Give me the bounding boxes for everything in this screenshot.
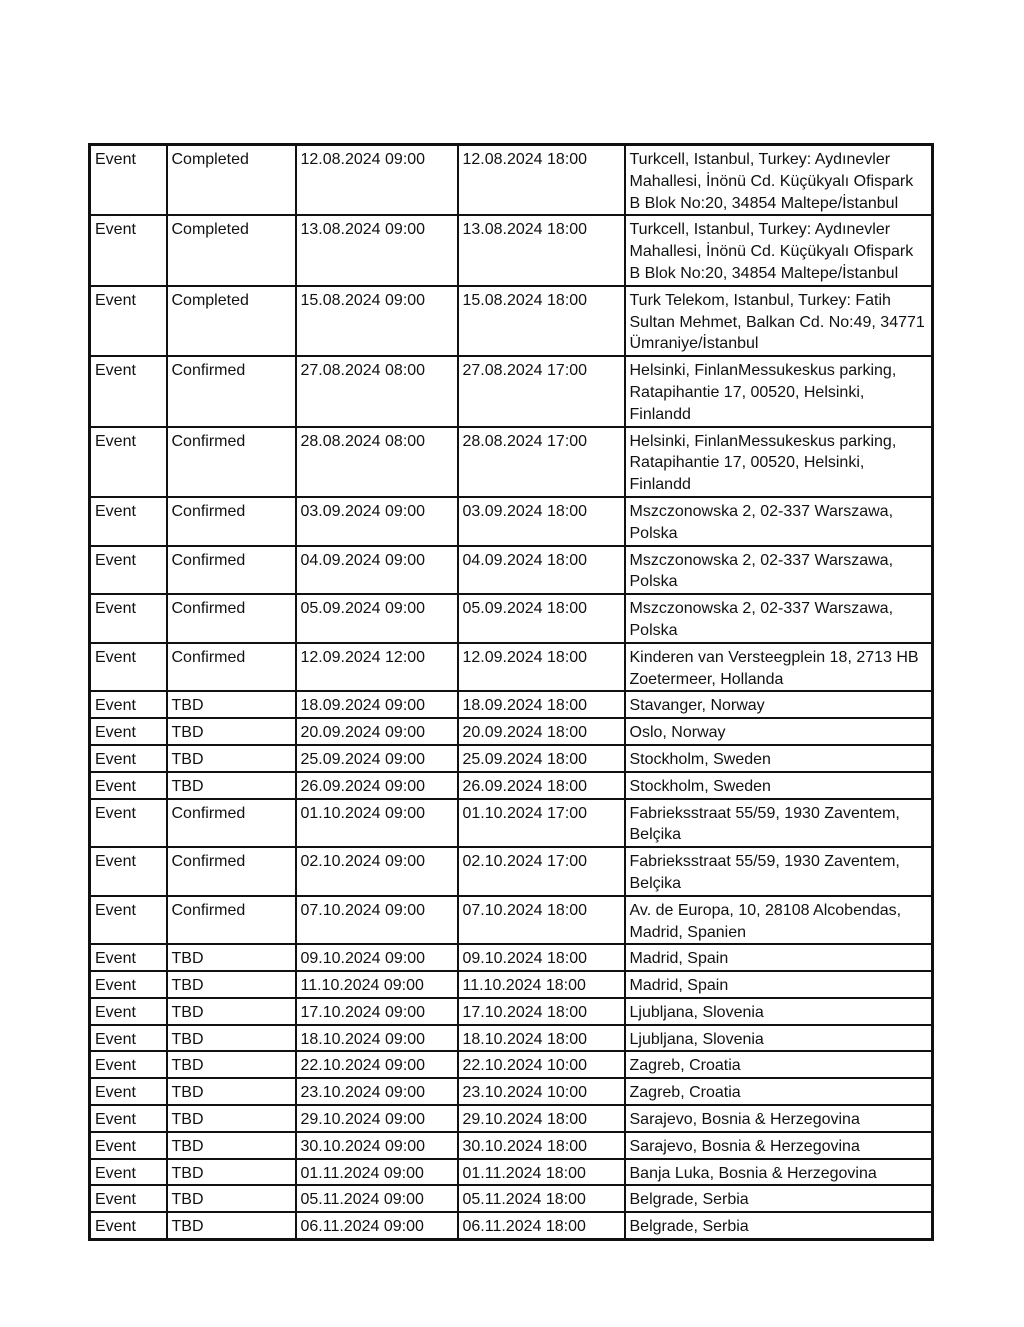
event-end-cell: 01.11.2024 18:00 bbox=[458, 1159, 625, 1186]
event-start-cell: 06.11.2024 09:00 bbox=[296, 1212, 458, 1239]
event-location-cell: Stavanger, Norway bbox=[625, 691, 933, 718]
event-row bbox=[90, 497, 933, 546]
event-location-cell: Ljubljana, Slovenia bbox=[625, 1025, 933, 1052]
event-start-cell: 12.08.2024 09:00 bbox=[296, 145, 458, 216]
event-status-cell: Confirmed bbox=[167, 847, 296, 896]
event-end-cell: 30.10.2024 18:00 bbox=[458, 1132, 625, 1159]
event-status-cell: TBD bbox=[167, 1212, 296, 1239]
event-location-cell: Zagreb, Croatia bbox=[625, 1051, 933, 1078]
event-location-cell: Madrid, Spain bbox=[625, 971, 933, 998]
event-start-cell: 25.09.2024 09:00 bbox=[296, 745, 458, 772]
event-type-cell: Event bbox=[90, 1212, 167, 1239]
event-row bbox=[90, 799, 933, 848]
event-start-cell: 02.10.2024 09:00 bbox=[296, 847, 458, 896]
event-end-cell: 12.09.2024 18:00 bbox=[458, 643, 625, 692]
event-end-cell: 22.10.2024 10:00 bbox=[458, 1051, 625, 1078]
event-status-cell: Confirmed bbox=[167, 594, 296, 643]
event-type-cell: Event bbox=[90, 1105, 167, 1132]
event-row bbox=[90, 691, 933, 718]
event-location-cell: Belgrade, Serbia bbox=[625, 1212, 933, 1239]
event-location-cell: Fabrieksstraat 55/59, 1930 Zaventem, Belçika bbox=[625, 799, 933, 848]
event-start-cell: 07.10.2024 09:00 bbox=[296, 896, 458, 945]
event-location-cell: Turkcell, Istanbul, Turkey: Aydınevler Mahallesi, İnönü Cd. Küçükyalı Ofispark B Blok No:20, 34854 Maltepe/İstanbul bbox=[625, 145, 933, 216]
event-status-cell: Confirmed bbox=[167, 427, 296, 497]
event-type-cell: Event bbox=[90, 772, 167, 799]
event-type-cell: Event bbox=[90, 356, 167, 426]
event-status-cell: Confirmed bbox=[167, 356, 296, 426]
event-end-cell: 12.08.2024 18:00 bbox=[458, 145, 625, 216]
event-status-cell: Confirmed bbox=[167, 497, 296, 546]
event-end-cell: 17.10.2024 18:00 bbox=[458, 998, 625, 1025]
event-start-cell: 05.11.2024 09:00 bbox=[296, 1185, 458, 1212]
event-end-cell: 05.11.2024 18:00 bbox=[458, 1185, 625, 1212]
event-row bbox=[90, 1185, 933, 1212]
event-start-cell: 28.08.2024 08:00 bbox=[296, 427, 458, 497]
event-type-cell: Event bbox=[90, 643, 167, 692]
event-location-cell: Stockholm, Sweden bbox=[625, 772, 933, 799]
event-row bbox=[90, 745, 933, 772]
event-end-cell: 11.10.2024 18:00 bbox=[458, 971, 625, 998]
event-row bbox=[90, 1105, 933, 1132]
event-end-cell: 07.10.2024 18:00 bbox=[458, 896, 625, 945]
event-status-cell: TBD bbox=[167, 1051, 296, 1078]
event-end-cell: 15.08.2024 18:00 bbox=[458, 286, 625, 356]
event-end-cell: 06.11.2024 18:00 bbox=[458, 1212, 625, 1239]
event-start-cell: 30.10.2024 09:00 bbox=[296, 1132, 458, 1159]
event-location-cell: Kinderen van Versteegplein 18, 2713 HB Zoetermeer, Hollanda bbox=[625, 643, 933, 692]
event-status-cell: TBD bbox=[167, 1078, 296, 1105]
event-start-cell: 04.09.2024 09:00 bbox=[296, 546, 458, 595]
event-location-cell: Banja Luka, Bosnia & Herzegovina bbox=[625, 1159, 933, 1186]
event-row bbox=[90, 356, 933, 426]
event-end-cell: 28.08.2024 17:00 bbox=[458, 427, 625, 497]
event-type-cell: Event bbox=[90, 799, 167, 848]
event-row bbox=[90, 944, 933, 971]
event-end-cell: 09.10.2024 18:00 bbox=[458, 944, 625, 971]
event-row bbox=[90, 286, 933, 356]
event-location-cell: Belgrade, Serbia bbox=[625, 1185, 933, 1212]
event-end-cell: 01.10.2024 17:00 bbox=[458, 799, 625, 848]
event-start-cell: 01.11.2024 09:00 bbox=[296, 1159, 458, 1186]
event-location-cell: Madrid, Spain bbox=[625, 944, 933, 971]
event-location-cell: Sarajevo, Bosnia & Herzegovina bbox=[625, 1132, 933, 1159]
event-start-cell: 11.10.2024 09:00 bbox=[296, 971, 458, 998]
event-end-cell: 04.09.2024 18:00 bbox=[458, 546, 625, 595]
event-type-cell: Event bbox=[90, 497, 167, 546]
event-end-cell: 29.10.2024 18:00 bbox=[458, 1105, 625, 1132]
event-type-cell: Event bbox=[90, 718, 167, 745]
event-end-cell: 18.09.2024 18:00 bbox=[458, 691, 625, 718]
event-row bbox=[90, 1132, 933, 1159]
event-status-cell: TBD bbox=[167, 971, 296, 998]
event-type-cell: Event bbox=[90, 998, 167, 1025]
event-status-cell: Completed bbox=[167, 215, 296, 285]
event-end-cell: 20.09.2024 18:00 bbox=[458, 718, 625, 745]
events-table-body bbox=[90, 145, 933, 1240]
event-start-cell: 22.10.2024 09:00 bbox=[296, 1051, 458, 1078]
event-status-cell: TBD bbox=[167, 944, 296, 971]
event-row bbox=[90, 1078, 933, 1105]
event-start-cell: 20.09.2024 09:00 bbox=[296, 718, 458, 745]
event-start-cell: 15.08.2024 09:00 bbox=[296, 286, 458, 356]
event-start-cell: 26.09.2024 09:00 bbox=[296, 772, 458, 799]
event-start-cell: 27.08.2024 08:00 bbox=[296, 356, 458, 426]
event-type-cell: Event bbox=[90, 971, 167, 998]
event-start-cell: 17.10.2024 09:00 bbox=[296, 998, 458, 1025]
event-status-cell: Completed bbox=[167, 145, 296, 216]
event-type-cell: Event bbox=[90, 691, 167, 718]
event-row bbox=[90, 546, 933, 595]
event-type-cell: Event bbox=[90, 1132, 167, 1159]
event-end-cell: 13.08.2024 18:00 bbox=[458, 215, 625, 285]
event-type-cell: Event bbox=[90, 745, 167, 772]
event-row bbox=[90, 1051, 933, 1078]
event-status-cell: TBD bbox=[167, 1185, 296, 1212]
event-row bbox=[90, 718, 933, 745]
event-type-cell: Event bbox=[90, 1051, 167, 1078]
event-location-cell: Turkcell, Istanbul, Turkey: Aydınevler Mahallesi, İnönü Cd. Küçükyalı Ofispark B Blok No:20, 34854 Maltepe/İstanbul bbox=[625, 215, 933, 285]
event-start-cell: 05.09.2024 09:00 bbox=[296, 594, 458, 643]
event-type-cell: Event bbox=[90, 1078, 167, 1105]
event-row bbox=[90, 594, 933, 643]
event-end-cell: 25.09.2024 18:00 bbox=[458, 745, 625, 772]
event-start-cell: 09.10.2024 09:00 bbox=[296, 944, 458, 971]
event-status-cell: Confirmed bbox=[167, 799, 296, 848]
event-status-cell: Confirmed bbox=[167, 643, 296, 692]
event-row bbox=[90, 215, 933, 285]
event-location-cell: Turk Telekom, Istanbul, Turkey: Fatih Sultan Mehmet, Balkan Cd. No:49, 34771 Ümraniye/İstanbul bbox=[625, 286, 933, 356]
event-location-cell: Ljubljana, Slovenia bbox=[625, 998, 933, 1025]
event-start-cell: 18.09.2024 09:00 bbox=[296, 691, 458, 718]
event-row bbox=[90, 896, 933, 945]
event-status-cell: Confirmed bbox=[167, 896, 296, 945]
event-type-cell: Event bbox=[90, 594, 167, 643]
event-row bbox=[90, 772, 933, 799]
event-status-cell: TBD bbox=[167, 1159, 296, 1186]
event-status-cell: Confirmed bbox=[167, 546, 296, 595]
event-end-cell: 02.10.2024 17:00 bbox=[458, 847, 625, 896]
event-status-cell: Completed bbox=[167, 286, 296, 356]
event-location-cell: Av. de Europa, 10, 28108 Alcobendas, Madrid, Spanien bbox=[625, 896, 933, 945]
event-end-cell: 03.09.2024 18:00 bbox=[458, 497, 625, 546]
event-type-cell: Event bbox=[90, 1025, 167, 1052]
event-location-cell: Helsinki, FinlanMessukeskus parking, Ratapihantie 17, 00520, Helsinki, Finlandd bbox=[625, 427, 933, 497]
event-type-cell: Event bbox=[90, 427, 167, 497]
event-end-cell: 26.09.2024 18:00 bbox=[458, 772, 625, 799]
event-start-cell: 01.10.2024 09:00 bbox=[296, 799, 458, 848]
event-type-cell: Event bbox=[90, 546, 167, 595]
event-row bbox=[90, 998, 933, 1025]
event-row bbox=[90, 643, 933, 692]
event-start-cell: 18.10.2024 09:00 bbox=[296, 1025, 458, 1052]
event-row bbox=[90, 847, 933, 896]
events-table bbox=[88, 143, 934, 1241]
event-end-cell: 05.09.2024 18:00 bbox=[458, 594, 625, 643]
event-location-cell: Fabrieksstraat 55/59, 1930 Zaventem, Belçika bbox=[625, 847, 933, 896]
event-location-cell: Sarajevo, Bosnia & Herzegovina bbox=[625, 1105, 933, 1132]
event-row bbox=[90, 1025, 933, 1052]
event-type-cell: Event bbox=[90, 944, 167, 971]
event-row bbox=[90, 1212, 933, 1239]
event-location-cell: Zagreb, Croatia bbox=[625, 1078, 933, 1105]
event-end-cell: 18.10.2024 18:00 bbox=[458, 1025, 625, 1052]
event-status-cell: TBD bbox=[167, 1025, 296, 1052]
event-location-cell: Mszczonowska 2, 02-337 Warszawa, Polska bbox=[625, 594, 933, 643]
event-status-cell: TBD bbox=[167, 1105, 296, 1132]
event-location-cell: Mszczonowska 2, 02-337 Warszawa, Polska bbox=[625, 546, 933, 595]
event-status-cell: TBD bbox=[167, 691, 296, 718]
event-type-cell: Event bbox=[90, 847, 167, 896]
event-type-cell: Event bbox=[90, 145, 167, 216]
event-type-cell: Event bbox=[90, 1159, 167, 1186]
event-status-cell: TBD bbox=[167, 745, 296, 772]
event-row bbox=[90, 427, 933, 497]
event-start-cell: 13.08.2024 09:00 bbox=[296, 215, 458, 285]
event-type-cell: Event bbox=[90, 286, 167, 356]
event-location-cell: Mszczonowska 2, 02-337 Warszawa, Polska bbox=[625, 497, 933, 546]
event-status-cell: TBD bbox=[167, 718, 296, 745]
event-row bbox=[90, 1159, 933, 1186]
event-status-cell: TBD bbox=[167, 1132, 296, 1159]
event-start-cell: 29.10.2024 09:00 bbox=[296, 1105, 458, 1132]
event-status-cell: TBD bbox=[167, 772, 296, 799]
event-end-cell: 27.08.2024 17:00 bbox=[458, 356, 625, 426]
event-location-cell: Oslo, Norway bbox=[625, 718, 933, 745]
event-type-cell: Event bbox=[90, 215, 167, 285]
event-type-cell: Event bbox=[90, 1185, 167, 1212]
event-type-cell: Event bbox=[90, 896, 167, 945]
event-end-cell: 23.10.2024 10:00 bbox=[458, 1078, 625, 1105]
event-start-cell: 23.10.2024 09:00 bbox=[296, 1078, 458, 1105]
event-row bbox=[90, 971, 933, 998]
event-row bbox=[90, 145, 933, 216]
event-location-cell: Stockholm, Sweden bbox=[625, 745, 933, 772]
event-start-cell: 03.09.2024 09:00 bbox=[296, 497, 458, 546]
event-start-cell: 12.09.2024 12:00 bbox=[296, 643, 458, 692]
event-status-cell: TBD bbox=[167, 998, 296, 1025]
event-location-cell: Helsinki, FinlanMessukeskus parking, Ratapihantie 17, 00520, Helsinki, Finlandd bbox=[625, 356, 933, 426]
